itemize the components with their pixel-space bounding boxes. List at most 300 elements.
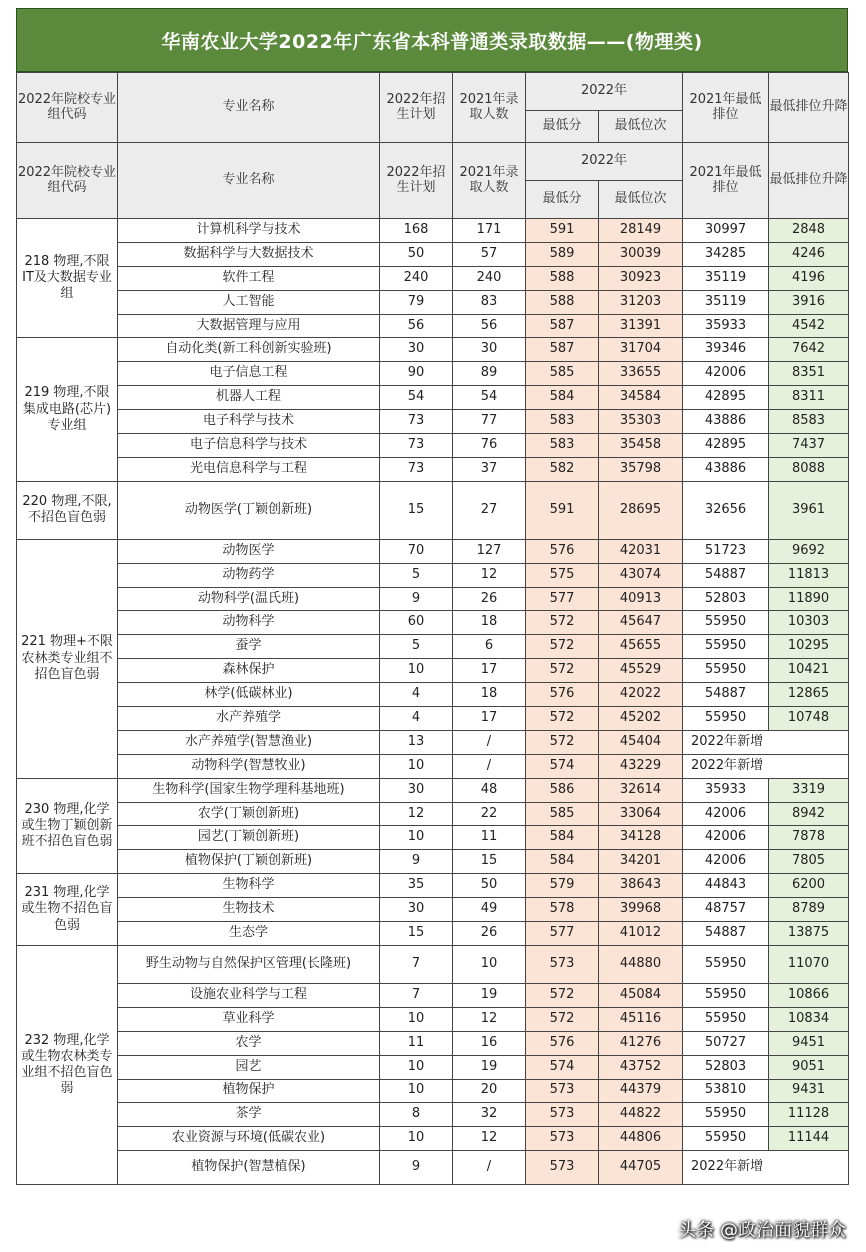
min-rank-cell: 41276: [599, 1031, 683, 1055]
plan-cell: 56: [380, 314, 453, 338]
major-cell: 动物科学(温氏班): [118, 587, 380, 611]
min-score-cell: 584: [526, 826, 599, 850]
min-rank-2021-cell: 35119: [683, 290, 769, 314]
min-rank-2021-cell: 53810: [683, 1079, 769, 1103]
table-row: [17, 587, 849, 611]
min-score-cell: 572: [526, 659, 599, 683]
admit-2021-cell: 83: [453, 290, 526, 314]
rank-rise-cell: 12865: [769, 683, 849, 707]
min-rank-cell: 41012: [599, 922, 683, 946]
rank-rise-cell: 9692: [769, 539, 849, 563]
table-row: [17, 1103, 849, 1127]
plan-cell: 5: [380, 635, 453, 659]
plan-cell: 168: [380, 219, 453, 243]
admit-2021-cell: 12: [453, 1007, 526, 1031]
major-cell: 植物保护: [118, 1079, 380, 1103]
major-cell: 动物医学: [118, 539, 380, 563]
header-min-rank-2021: 2021年最低排位: [683, 143, 769, 219]
plan-cell: 15: [380, 481, 453, 539]
min-score-cell: 573: [526, 1151, 599, 1185]
plan-cell: 35: [380, 874, 453, 898]
group-code-cell: 219 物理,不限集成电路(芯片)专业组: [17, 338, 118, 481]
admit-2021-cell: 50: [453, 874, 526, 898]
admit-2021-cell: 26: [453, 922, 526, 946]
table-row: [17, 1007, 849, 1031]
min-rank-cell: 38643: [599, 874, 683, 898]
min-rank-2021-cell: 42006: [683, 826, 769, 850]
header-admit-2021: 2021年录取人数: [453, 73, 526, 143]
admit-2021-cell: 22: [453, 802, 526, 826]
min-score-cell: 572: [526, 707, 599, 731]
admit-2021-cell: 49: [453, 898, 526, 922]
min-rank-2021-cell: 42006: [683, 362, 769, 386]
rank-rise-cell: 8942: [769, 802, 849, 826]
min-rank-2021-cell: 42895: [683, 386, 769, 410]
admit-2021-cell: 19: [453, 1055, 526, 1079]
admit-2021-cell: 48: [453, 778, 526, 802]
rank-rise-cell: 4542: [769, 314, 849, 338]
major-cell: 电子信息工程: [118, 362, 380, 386]
table-row: [17, 1079, 849, 1103]
min-rank-2021-cell: 43886: [683, 457, 769, 481]
min-score-cell: 572: [526, 611, 599, 635]
min-rank-2021-cell: 42006: [683, 802, 769, 826]
min-rank-cell: 44880: [599, 945, 683, 983]
admit-2021-cell: 57: [453, 242, 526, 266]
major-cell: 茶学: [118, 1103, 380, 1127]
min-score-cell: 583: [526, 410, 599, 434]
table-row: [17, 945, 849, 983]
major-cell: 设施农业科学与工程: [118, 983, 380, 1007]
min-score-cell: 579: [526, 874, 599, 898]
rank-rise-cell: 3916: [769, 290, 849, 314]
min-score-cell: 578: [526, 898, 599, 922]
major-cell: 水产养殖学: [118, 707, 380, 731]
min-rank-2021-cell: 55950: [683, 707, 769, 731]
min-rank-cell: 30039: [599, 242, 683, 266]
min-score-cell: 577: [526, 587, 599, 611]
rank-rise-cell: 7437: [769, 434, 849, 458]
new-addition-cell: 2022年新增: [683, 730, 849, 754]
rank-rise-cell: 10748: [769, 707, 849, 731]
min-rank-cell: 32614: [599, 778, 683, 802]
group-code-cell: 231 物理,化学或生物不招色盲色弱: [17, 874, 118, 946]
min-rank-cell: 45404: [599, 730, 683, 754]
admit-2021-cell: 12: [453, 1127, 526, 1151]
major-cell: 森林保护: [118, 659, 380, 683]
rank-rise-cell: 7642: [769, 338, 849, 362]
plan-cell: 54: [380, 386, 453, 410]
major-cell: 蚕学: [118, 635, 380, 659]
rank-rise-cell: 10834: [769, 1007, 849, 1031]
major-cell: 动物科学(智慧牧业): [118, 754, 380, 778]
min-score-cell: 585: [526, 802, 599, 826]
min-rank-2021-cell: 35119: [683, 266, 769, 290]
min-rank-2021-cell: 55950: [683, 635, 769, 659]
min-score-cell: 576: [526, 1031, 599, 1055]
min-rank-2021-cell: 55950: [683, 611, 769, 635]
admit-2021-cell: 16: [453, 1031, 526, 1055]
table-row: [17, 219, 849, 243]
rank-rise-cell: 3961: [769, 481, 849, 539]
table-container: [16, 8, 848, 1185]
plan-cell: 30: [380, 778, 453, 802]
admit-2021-cell: 171: [453, 219, 526, 243]
min-rank-cell: 42031: [599, 539, 683, 563]
min-rank-cell: 43229: [599, 754, 683, 778]
admit-2021-cell: 77: [453, 410, 526, 434]
admit-2021-cell: 30: [453, 338, 526, 362]
rank-rise-cell: 8351: [769, 362, 849, 386]
major-cell: 计算机科学与技术: [118, 219, 380, 243]
min-score-cell: 573: [526, 1127, 599, 1151]
header-admit-2021: 2021年录取人数: [453, 143, 526, 219]
rank-rise-cell: 8789: [769, 898, 849, 922]
plan-cell: 11: [380, 1031, 453, 1055]
admit-2021-cell: 89: [453, 362, 526, 386]
group-code-cell: 221 物理+不限农林类专业组不招色盲色弱: [17, 539, 118, 778]
min-rank-cell: 44379: [599, 1079, 683, 1103]
table-row: [17, 707, 849, 731]
rank-rise-cell: 11890: [769, 587, 849, 611]
min-score-cell: 573: [526, 1079, 599, 1103]
admit-2021-cell: 127: [453, 539, 526, 563]
admit-2021-cell: 10: [453, 945, 526, 983]
major-cell: 生物科学(国家生物学理科基地班): [118, 778, 380, 802]
min-score-cell: 587: [526, 314, 599, 338]
major-cell: 光电信息科学与工程: [118, 457, 380, 481]
min-rank-cell: 44822: [599, 1103, 683, 1127]
table-row: [17, 386, 849, 410]
major-cell: 大数据管理与应用: [118, 314, 380, 338]
major-cell: 园艺(丁颖创新班): [118, 826, 380, 850]
admit-2021-cell: 240: [453, 266, 526, 290]
major-cell: 动物药学: [118, 563, 380, 587]
min-score-cell: 573: [526, 945, 599, 983]
min-rank-2021-cell: 30997: [683, 219, 769, 243]
admit-2021-cell: 56: [453, 314, 526, 338]
table-row: [17, 539, 849, 563]
table-row: [17, 362, 849, 386]
min-rank-2021-cell: 43886: [683, 410, 769, 434]
min-score-cell: 589: [526, 242, 599, 266]
table-row: [17, 1151, 849, 1185]
admit-2021-cell: 27: [453, 481, 526, 539]
min-rank-2021-cell: 55950: [683, 983, 769, 1007]
header-group-code: 2022年院校专业组代码: [17, 143, 118, 219]
major-cell: 电子科学与技术: [118, 410, 380, 434]
min-score-cell: 587: [526, 338, 599, 362]
page-title: 华南农业大学2022年广东省本科普通类录取数据——(物理类): [16, 8, 848, 72]
plan-cell: 10: [380, 826, 453, 850]
table-row: [17, 1127, 849, 1151]
admit-2021-cell: 15: [453, 850, 526, 874]
major-cell: 人工智能: [118, 290, 380, 314]
min-score-cell: 576: [526, 539, 599, 563]
header-min-rank-2021: 2021年最低排位: [683, 73, 769, 143]
plan-cell: 73: [380, 434, 453, 458]
table-body: [17, 219, 849, 1185]
header-min-score: 最低分: [526, 181, 599, 219]
min-rank-2021-cell: 54887: [683, 683, 769, 707]
admit-2021-cell: 19: [453, 983, 526, 1007]
min-rank-cell: 31704: [599, 338, 683, 362]
min-rank-2021-cell: 48757: [683, 898, 769, 922]
min-rank-cell: 44806: [599, 1127, 683, 1151]
major-cell: 电子信息科学与技术: [118, 434, 380, 458]
min-rank-cell: 35458: [599, 434, 683, 458]
min-rank-2021-cell: 32656: [683, 481, 769, 539]
plan-cell: 10: [380, 659, 453, 683]
min-rank-cell: 28695: [599, 481, 683, 539]
min-rank-2021-cell: 54887: [683, 563, 769, 587]
rank-rise-cell: 11144: [769, 1127, 849, 1151]
rank-rise-cell: 6200: [769, 874, 849, 898]
min-rank-cell: 45116: [599, 1007, 683, 1031]
major-cell: 园艺: [118, 1055, 380, 1079]
table-header: [17, 73, 849, 219]
min-score-cell: 572: [526, 1007, 599, 1031]
admit-2021-cell: 20: [453, 1079, 526, 1103]
plan-cell: 15: [380, 922, 453, 946]
min-rank-cell: 43752: [599, 1055, 683, 1079]
min-rank-2021-cell: 35933: [683, 778, 769, 802]
min-rank-2021-cell: 55950: [683, 1127, 769, 1151]
rank-rise-cell: 8311: [769, 386, 849, 410]
admit-2021-cell: 18: [453, 611, 526, 635]
header-rank-rise: 最低排位升降: [769, 143, 849, 219]
min-rank-2021-cell: 42895: [683, 434, 769, 458]
plan-cell: 50: [380, 242, 453, 266]
plan-cell: 12: [380, 802, 453, 826]
new-addition-cell: 2022年新增: [683, 754, 849, 778]
plan-cell: 7: [380, 983, 453, 1007]
plan-cell: 9: [380, 1151, 453, 1185]
major-cell: 水产养殖学(智慧渔业): [118, 730, 380, 754]
plan-cell: 9: [380, 587, 453, 611]
plan-cell: 9: [380, 850, 453, 874]
min-rank-2021-cell: 39346: [683, 338, 769, 362]
table-row: [17, 410, 849, 434]
min-rank-2021-cell: 35933: [683, 314, 769, 338]
table-row: [17, 850, 849, 874]
admit-2021-cell: 17: [453, 707, 526, 731]
min-rank-2021-cell: 55950: [683, 1007, 769, 1031]
table-row: [17, 563, 849, 587]
plan-cell: 10: [380, 1055, 453, 1079]
group-code-cell: 220 物理,不限,不招色盲色弱: [17, 481, 118, 539]
plan-cell: 8: [380, 1103, 453, 1127]
min-rank-cell: 31203: [599, 290, 683, 314]
header-year-2022: 2022年: [526, 143, 683, 181]
min-rank-2021-cell: 52803: [683, 587, 769, 611]
plan-cell: 240: [380, 266, 453, 290]
table-row: [17, 434, 849, 458]
table-row: [17, 242, 849, 266]
table-row: [17, 457, 849, 481]
header-plan-2022: 2022年招生计划: [380, 73, 453, 143]
min-rank-2021-cell: 34285: [683, 242, 769, 266]
min-rank-cell: 35303: [599, 410, 683, 434]
table-row: [17, 754, 849, 778]
table-row: [17, 611, 849, 635]
min-score-cell: 577: [526, 922, 599, 946]
admit-2021-cell: 32: [453, 1103, 526, 1127]
watermark: 头条 @政治面貌群众: [678, 1220, 846, 1241]
table-row: [17, 922, 849, 946]
min-score-cell: 586: [526, 778, 599, 802]
min-rank-cell: 34584: [599, 386, 683, 410]
min-score-cell: 574: [526, 754, 599, 778]
header-major: 专业名称: [118, 143, 380, 219]
table-row: [17, 1055, 849, 1079]
rank-rise-cell: 4196: [769, 266, 849, 290]
header-min-rank: 最低位次: [599, 181, 683, 219]
table-row: [17, 635, 849, 659]
group-code-cell: 230 物理,化学或生物丁颖创新班不招色盲色弱: [17, 778, 118, 874]
min-rank-cell: 34201: [599, 850, 683, 874]
min-rank-cell: 35798: [599, 457, 683, 481]
table-row: [17, 874, 849, 898]
table-row: [17, 314, 849, 338]
min-rank-cell: 42022: [599, 683, 683, 707]
header-min-score: 最低分: [526, 111, 599, 143]
table-row: [17, 683, 849, 707]
plan-cell: 30: [380, 338, 453, 362]
rank-rise-cell: 10866: [769, 983, 849, 1007]
admit-2021-cell: /: [453, 1151, 526, 1185]
admission-table: [16, 72, 849, 1185]
min-score-cell: 583: [526, 434, 599, 458]
plan-cell: 60: [380, 611, 453, 635]
major-cell: 农业资源与环境(低碳农业): [118, 1127, 380, 1151]
plan-cell: 7: [380, 945, 453, 983]
min-rank-cell: 34128: [599, 826, 683, 850]
plan-cell: 13: [380, 730, 453, 754]
min-score-cell: 573: [526, 1103, 599, 1127]
plan-cell: 10: [380, 1127, 453, 1151]
admit-2021-cell: 26: [453, 587, 526, 611]
plan-cell: 79: [380, 290, 453, 314]
group-code-cell: 232 物理,化学或生物农林类专业组不招色盲色弱: [17, 945, 118, 1184]
admit-2021-cell: /: [453, 754, 526, 778]
rank-rise-cell: 10295: [769, 635, 849, 659]
admit-2021-cell: 11: [453, 826, 526, 850]
min-rank-2021-cell: 51723: [683, 539, 769, 563]
min-score-cell: 572: [526, 635, 599, 659]
min-score-cell: 588: [526, 290, 599, 314]
rank-rise-cell: 7878: [769, 826, 849, 850]
major-cell: 数据科学与大数据技术: [118, 242, 380, 266]
min-rank-2021-cell: 55950: [683, 659, 769, 683]
min-score-cell: 584: [526, 386, 599, 410]
major-cell: 生物科学: [118, 874, 380, 898]
header-min-rank: 最低位次: [599, 111, 683, 143]
min-score-cell: 572: [526, 983, 599, 1007]
admit-2021-cell: 18: [453, 683, 526, 707]
plan-cell: 73: [380, 410, 453, 434]
plan-cell: 10: [380, 1007, 453, 1031]
major-cell: 野生动物与自然保护区管理(长隆班): [118, 945, 380, 983]
min-rank-2021-cell: 42006: [683, 850, 769, 874]
table-row: [17, 802, 849, 826]
rank-rise-cell: 9051: [769, 1055, 849, 1079]
admit-2021-cell: /: [453, 730, 526, 754]
min-rank-cell: 44705: [599, 1151, 683, 1185]
admit-2021-cell: 17: [453, 659, 526, 683]
header-year-2022: 2022年: [526, 73, 683, 111]
rank-rise-cell: 13875: [769, 922, 849, 946]
plan-cell: 4: [380, 707, 453, 731]
rank-rise-cell: 8583: [769, 410, 849, 434]
admit-2021-cell: 54: [453, 386, 526, 410]
plan-cell: 10: [380, 754, 453, 778]
header-group-code: 2022年院校专业组代码: [17, 73, 118, 143]
rank-rise-cell: 11128: [769, 1103, 849, 1127]
plan-cell: 73: [380, 457, 453, 481]
major-cell: 机器人工程: [118, 386, 380, 410]
rank-rise-cell: 9431: [769, 1079, 849, 1103]
min-rank-cell: 39968: [599, 898, 683, 922]
min-rank-2021-cell: 54887: [683, 922, 769, 946]
major-cell: 农学: [118, 1031, 380, 1055]
rank-rise-cell: 9451: [769, 1031, 849, 1055]
group-code-cell: 218 物理,不限 IT及大数据专业组: [17, 219, 118, 338]
major-cell: 植物保护(丁颖创新班): [118, 850, 380, 874]
min-score-cell: 575: [526, 563, 599, 587]
major-cell: 农学(丁颖创新班): [118, 802, 380, 826]
min-rank-cell: 45647: [599, 611, 683, 635]
min-rank-2021-cell: 55950: [683, 945, 769, 983]
table-row: [17, 659, 849, 683]
min-rank-2021-cell: 44843: [683, 874, 769, 898]
table-row: [17, 826, 849, 850]
major-cell: 生物技术: [118, 898, 380, 922]
min-score-cell: 574: [526, 1055, 599, 1079]
min-rank-cell: 30923: [599, 266, 683, 290]
min-rank-cell: 31391: [599, 314, 683, 338]
plan-cell: 90: [380, 362, 453, 386]
min-rank-2021-cell: 50727: [683, 1031, 769, 1055]
min-rank-2021-cell: 52803: [683, 1055, 769, 1079]
new-addition-cell: 2022年新增: [683, 1151, 849, 1185]
min-score-cell: 584: [526, 850, 599, 874]
admit-2021-cell: 37: [453, 457, 526, 481]
table-row: [17, 338, 849, 362]
plan-cell: 10: [380, 1079, 453, 1103]
plan-cell: 30: [380, 898, 453, 922]
min-rank-cell: 43074: [599, 563, 683, 587]
min-score-cell: 591: [526, 219, 599, 243]
min-rank-cell: 40913: [599, 587, 683, 611]
table-row: [17, 983, 849, 1007]
rank-rise-cell: 3319: [769, 778, 849, 802]
admit-2021-cell: 76: [453, 434, 526, 458]
min-score-cell: 591: [526, 481, 599, 539]
major-cell: 软件工程: [118, 266, 380, 290]
plan-cell: 4: [380, 683, 453, 707]
min-rank-cell: 33655: [599, 362, 683, 386]
min-rank-2021-cell: 55950: [683, 1103, 769, 1127]
min-rank-cell: 45655: [599, 635, 683, 659]
table-row: [17, 898, 849, 922]
header-rank-rise: 最低排位升降: [769, 73, 849, 143]
rank-rise-cell: 10421: [769, 659, 849, 683]
table-row: [17, 730, 849, 754]
rank-rise-cell: 8088: [769, 457, 849, 481]
min-rank-cell: 45202: [599, 707, 683, 731]
header-plan-2022: 2022年招生计划: [380, 143, 453, 219]
